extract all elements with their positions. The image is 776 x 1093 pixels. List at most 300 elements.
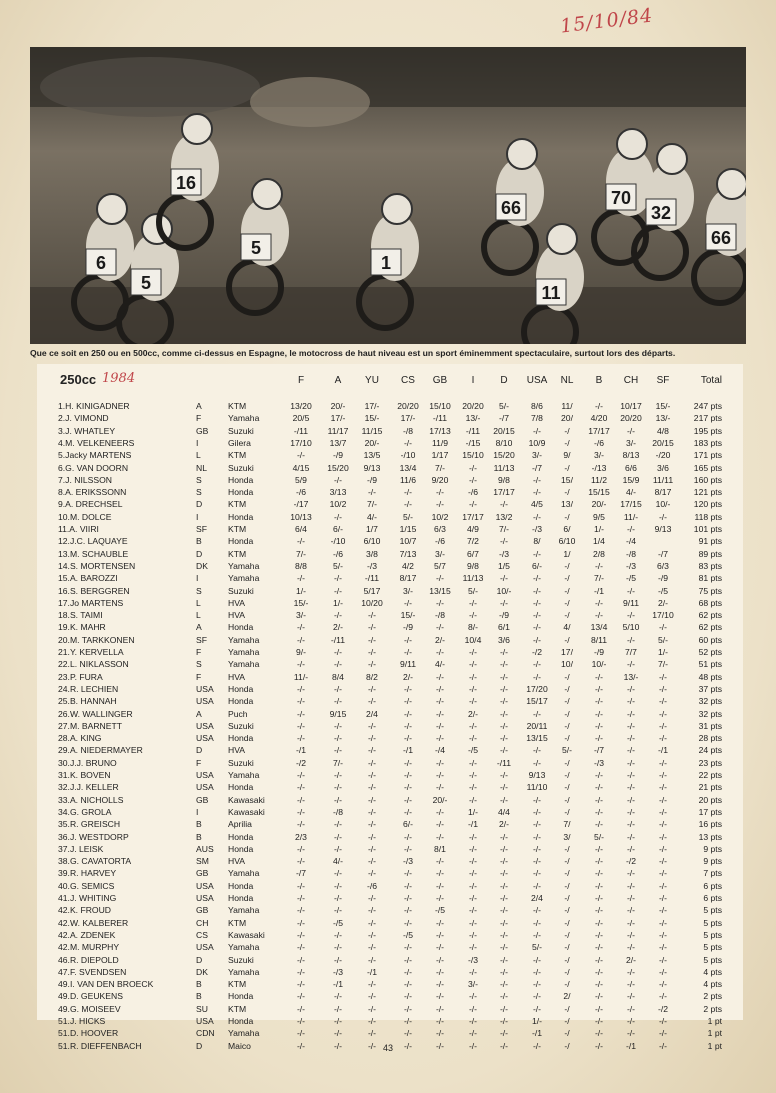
race-result: 20/11 [526,720,548,731]
race-result: -/ [564,708,570,719]
race-result: 6/10 [558,536,576,547]
race-result: -/ [564,696,570,707]
race-result: -/- [367,856,377,867]
rider-nationality: F [196,413,202,424]
race-result: -/ [564,856,570,867]
race-result: -/- [435,757,445,768]
race-result: -/- [333,991,343,1002]
race-result: 17/15 [620,499,642,510]
race-result: 9/5 [593,511,605,522]
rider-nationality: F [196,671,202,682]
race-result: 6/- [531,560,543,571]
rider-nationality: B [196,979,202,990]
rider-make: Yamaha [228,573,260,584]
race-result: 6/4 [295,524,307,534]
race-result: -/- [333,819,343,830]
race-result: -/- [367,868,377,879]
race-result: -/- [626,905,636,916]
rider-make: Yamaha [228,966,260,977]
race-result: -/- [499,647,509,657]
rider-total: 5 pts [703,929,722,940]
race-result: 3/- [531,450,543,461]
race-result: -/- [658,1040,668,1051]
race-result: -/1 [295,745,307,756]
rider-nationality: D [196,499,203,510]
race-result: 17/10 [652,610,674,621]
rider-make: Honda [228,622,254,633]
race-result: -/- [532,597,542,608]
race-result: -/- [626,794,636,805]
rider-nationality: B [196,536,202,547]
race-result: -/- [626,819,636,830]
rider-nationality: USA [196,1016,214,1026]
race-result: -/- [333,1016,343,1026]
race-result: -/11 [364,573,380,584]
rider-total: 7 pts [703,868,722,879]
rider-make: Kawasaki [228,806,265,817]
race-result: -/- [532,634,542,645]
race-result: 9/11 [399,659,417,670]
race-result: -/- [594,979,604,990]
rider-make: Suzuki [228,462,254,473]
rider-make: Suzuki [228,425,254,436]
race-result: -/- [499,831,509,842]
rider-total: 120 pts [693,499,722,510]
rider-nationality: USA [196,880,214,891]
rider-make: HVA [228,856,246,867]
table-row [0,904,776,916]
race-result: -/- [403,437,413,448]
race-result: -/- [594,560,604,571]
rider-nationality: A [196,401,202,411]
race-result: -/- [658,856,668,867]
race-result: -/- [594,917,604,928]
rider-nationality: L [196,450,201,461]
race-result: 20/15 [493,425,515,436]
race-result: 9/13 [363,462,381,473]
race-result: 3/6 [498,634,510,645]
rider-name: 42.K. FROUD [58,905,112,916]
rider-name: 32.J.J. KELLER [58,782,119,793]
race-result: -/- [296,782,306,793]
rider-nationality: I [196,437,199,448]
race-result: -/- [468,1028,478,1039]
rider-make: Suzuki [228,954,254,965]
race-result: -/- [658,1028,668,1039]
race-result: -/- [594,794,604,805]
rider-nationality: CS [196,929,208,940]
race-result: 8/10 [495,437,513,448]
race-result: -/ [564,1040,570,1051]
race-result: 11/15 [361,425,383,436]
rider-nationality: D [196,548,203,559]
rider-nationality: GB [196,794,209,805]
table-row [0,831,776,843]
rider-total: 121 pts [693,487,722,498]
race-result: -/- [367,917,377,928]
rider-total: 6 pts [703,880,722,891]
rider-name: 16.S. BERGGREN [58,585,130,596]
race-result: -/- [296,536,306,547]
race-result: -/- [594,1040,604,1051]
race-result: -/- [367,794,377,805]
race-result: -/- [296,1016,306,1026]
race-result: -/- [626,966,636,977]
photo-caption: Que ce soit en 250 ou en 500cc, comme ci-dessus en Espagne, le motocross de haut niveau est un sport éminemment spectaculaire, surtout lors des départs. [30,348,676,358]
race-result: 2/- [498,819,510,830]
rider-total: 68 pts [698,597,722,608]
race-result: -/5 [402,929,414,940]
rider-make: HVA [228,610,246,621]
race-result: -/- [435,499,445,510]
race-result: -/- [333,610,343,621]
race-result: -/- [499,929,509,940]
race-result: 9/13 [528,770,546,780]
race-result: 5/9 [295,474,307,485]
rider-total: 31 pts [698,720,722,731]
race-result: 6/10 [363,536,381,547]
rider-nationality: USA [196,893,214,903]
rider-nationality: USA [196,942,214,953]
rider-name: 14.S. MORTENSEN [58,560,136,571]
race-result: -/- [594,671,604,682]
race-result: -/- [532,487,542,498]
race-result: -/11 [293,425,309,436]
race-result: -/- [403,757,413,768]
table-row [0,572,776,584]
race-result: -/- [296,929,306,940]
race-result: -/- [296,770,306,780]
rider-total: 62 pts [698,622,722,633]
table-row [0,867,776,879]
race-result: 2/ [563,991,571,1002]
race-result: -/- [626,991,636,1002]
column-header: USA [526,375,548,386]
race-result: 7/- [593,573,605,584]
rider-make: HVA [228,745,246,756]
table-row [0,769,776,781]
race-result: -/- [403,1028,413,1039]
rider-name: 26.W. WALLINGER [58,708,133,719]
rider-make: Yamaha [228,659,260,670]
race-result: 1/5 [498,560,510,571]
race-result: -/- [499,770,509,780]
race-result: 6/- [402,819,414,830]
handwritten-date: 15/10/84 [559,4,655,38]
race-result: -/- [333,659,343,670]
race-result: -/- [532,966,542,977]
table-row [0,437,776,449]
race-result: 17/17 [462,511,484,522]
race-result: -/- [333,929,343,940]
rider-total: 2 pts [703,1003,722,1014]
rider-total: 83 pts [698,560,722,571]
rider-name: 34.G. GROLA [58,806,112,817]
race-result: -/ [564,954,570,965]
race-result: -/- [468,720,478,731]
rider-total: 247 pts [693,401,722,411]
race-result: -/- [367,831,377,842]
race-result: 7/- [498,524,510,534]
race-result: -/9 [657,573,669,584]
rider-nationality: B [196,831,202,842]
race-result: 15/10 [462,450,484,461]
race-result: -/- [626,929,636,940]
race-result: -/- [333,905,343,916]
rider-total: 160 pts [693,474,722,485]
race-result: -/- [435,597,445,608]
race-result: -/- [532,979,542,990]
rider-nationality: SM [196,856,209,867]
table-row [0,757,776,769]
race-result: -/11 [330,634,346,645]
race-result: -/- [468,462,478,473]
rider-total: 21 pts [698,782,722,793]
race-result: 5/- [467,585,479,596]
race-result: -/- [435,819,445,830]
race-result: 5/- [561,745,573,756]
race-result: -/- [403,733,413,744]
rider-total: 171 pts [693,450,722,461]
race-result: -/5 [434,905,446,916]
table-row [0,548,776,560]
race-result: -/- [333,1028,343,1039]
race-result: -/- [626,683,636,694]
rider-make: Honda [228,536,254,547]
total-column-header: Total [700,375,722,386]
race-result: -/- [333,683,343,694]
table-row [0,658,776,670]
rider-total: 4 pts [703,966,722,977]
rider-make: KTM [228,401,247,411]
rider-nationality: I [196,511,199,522]
race-result: -/5 [332,917,344,928]
race-result: -/- [594,1016,604,1026]
race-result: 2/- [657,597,669,608]
column-header: CS [401,375,415,386]
race-result: -/- [333,794,343,805]
race-result: -/- [367,893,377,903]
race-result: -/1 [657,745,669,756]
race-result: -/- [499,991,509,1002]
rider-total: 48 pts [698,671,722,682]
race-result: -/ [564,560,570,571]
rider-total: 165 pts [693,462,722,473]
column-header: I [471,375,475,386]
race-result: -/- [435,622,445,633]
race-result: -/- [594,708,604,719]
race-result: -/7 [657,548,669,559]
rider-name: 20.M. TARKKONEN [58,634,135,645]
race-result: 13/- [655,413,671,424]
race-result: -/- [532,819,542,830]
race-result: -/- [403,966,413,977]
race-result: 2/8 [593,548,605,559]
race-result: 13/4 [399,462,417,473]
table-row [0,511,776,523]
race-result: -/- [499,979,509,990]
race-result: -/- [296,979,306,990]
race-result: -/- [658,782,668,793]
race-result: -/- [468,1016,478,1026]
race-result: -/- [499,782,509,793]
race-result: -/- [435,733,445,744]
rider-name: 46.R. DIEPOLD [58,954,119,965]
race-result: -/- [296,991,306,1002]
race-result: -/- [468,868,478,879]
race-result: -/- [403,942,413,953]
race-result: -/- [468,757,478,768]
race-result: 4/- [625,487,637,498]
race-result: 7/13 [399,548,417,559]
race-result: -/- [333,942,343,953]
column-header: YU [365,375,379,386]
race-result: -/6 [295,487,307,498]
rider-name: 17.Jo MARTENS [58,597,124,608]
rider-make: Yamaha [228,770,260,780]
rider-total: 37 pts [698,683,722,694]
race-result: 6/7 [467,548,479,559]
race-result: -/- [403,708,413,719]
rider-total: 5 pts [703,917,722,928]
race-result: -/- [594,782,604,793]
race-result: 15/- [293,597,309,608]
race-result: -/- [626,1003,636,1014]
race-result: -/- [468,917,478,928]
race-result: -/- [499,954,509,965]
rider-number: 5 [250,238,262,258]
race-result: -/- [296,893,306,903]
rider-name: 3.J. WHATLEY [58,425,116,436]
race-result: -/ [564,905,570,916]
rider-nationality: S [196,474,202,485]
race-result: -/- [296,880,306,891]
column-header: A [334,375,342,386]
rider-nationality: F [196,647,202,657]
race-result: -/1 [332,979,344,990]
race-result: 8/ [533,536,541,547]
race-result: -/- [658,770,668,780]
race-result: 7/2 [467,536,479,547]
race-result: 9/8 [467,560,479,571]
race-result: -/3 [467,954,479,965]
race-result: -/3 [625,560,637,571]
race-result: -/- [435,487,445,498]
rider-make: Honda [228,733,254,744]
race-result: -/- [333,1003,343,1014]
rider-name: 29.A. NIEDERMAYER [58,745,143,756]
race-result: 3/13 [329,487,347,498]
race-result: -/- [468,794,478,805]
race-result: -/- [435,893,445,903]
race-result: 8/13 [622,450,640,461]
rider-nationality: NL [196,462,207,473]
race-result: 9/11 [622,597,640,608]
race-result: -/- [594,1028,604,1039]
rider-make: Yamaha [228,1028,260,1039]
race-result: -/- [594,683,604,694]
race-result: -/- [296,954,306,965]
race-result: 4/8 [657,425,669,436]
race-result: -/- [435,647,445,657]
race-result: 4/15 [292,462,310,473]
rider-name: 33.A. NICHOLLS [58,794,124,805]
race-result: -/- [403,634,413,645]
race-result: 3/- [467,979,479,990]
race-result: -/1 [593,585,605,596]
table-row [0,941,776,953]
race-result: -/- [333,954,343,965]
race-result: -/- [594,770,604,780]
race-result: -/- [367,1016,377,1026]
race-result: -/- [367,757,377,768]
race-result: -/- [658,511,668,522]
race-result: 6/ [563,524,571,534]
rider-total: 91 pts [698,536,722,547]
race-result: 1/15 [399,524,417,534]
rider-total: 22 pts [698,770,722,780]
race-result: -/- [532,622,542,633]
race-result: -/- [435,929,445,940]
rider-nationality: CH [196,917,209,928]
race-result: -/- [626,880,636,891]
rider-name: 36.J. WESTDORP [58,831,129,842]
race-result: 3/- [402,585,414,596]
race-result: -/- [532,929,542,940]
race-result: 20/- [330,401,346,411]
race-result: -/- [333,647,343,657]
race-result: -/- [468,905,478,916]
race-result: 9/8 [498,474,510,485]
race-result: -/- [499,917,509,928]
table-row [0,880,776,892]
rider-total: 28 pts [698,733,722,744]
table-row [0,1015,776,1027]
race-result: 20/20 [620,413,642,424]
rider-total: 217 pts [693,413,722,424]
rider-make: Honda [228,683,254,694]
rider-make: Honda [228,474,254,485]
race-result: -/- [499,868,509,879]
rider-total: 5 pts [703,905,722,916]
race-result: 7/7 [625,647,637,657]
race-result: 7/- [657,659,669,670]
rider-make: Honda [228,511,254,522]
race-result: -/- [468,929,478,940]
race-result: -/- [532,917,542,928]
race-result: -/- [532,1003,542,1014]
rider-make: Puch [228,708,248,719]
race-result: -/- [532,991,542,1002]
race-result: -/- [333,511,343,522]
race-result: -/- [499,671,509,682]
race-result: -/- [626,868,636,879]
race-result: 10/- [591,659,607,670]
race-result: -/- [367,634,377,645]
rider-make: Honda [228,487,254,498]
rider-total: 20 pts [698,794,722,805]
rider-make: Suzuki [228,757,254,768]
rider-name: 11.A. VIIRI [58,524,99,534]
rider-nationality: AUS [196,843,214,854]
race-result: 9/ [563,450,571,461]
race-result: 11/13 [493,462,515,473]
race-result: 15/ [561,474,573,485]
rider-number: 70 [610,188,632,208]
race-result: -/- [468,499,478,510]
race-result: -/- [594,1003,604,1014]
race-result: -/ [564,770,570,780]
